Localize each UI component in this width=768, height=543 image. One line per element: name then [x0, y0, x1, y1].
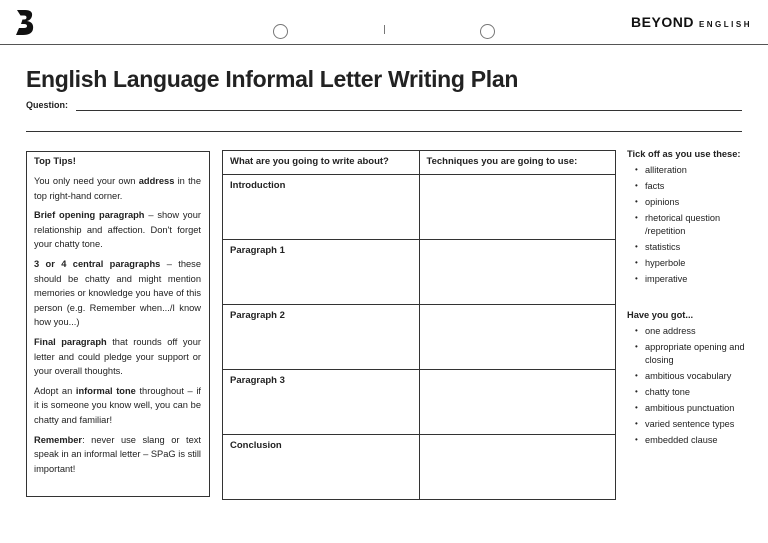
have-you-got-list [627, 310, 762, 450]
table-row [223, 370, 616, 435]
question-label: Question: [26, 100, 68, 110]
list-item[interactable]: • embedded clause [627, 434, 762, 447]
row-cell-paragraph-2[interactable]: Paragraph 2 [223, 305, 420, 370]
list-item[interactable]: • one address [627, 325, 762, 338]
row-cell-paragraph-3[interactable]: Paragraph 3 [223, 370, 420, 435]
table-row [223, 305, 616, 370]
row-cell-conclusion[interactable]: Conclusion [223, 435, 420, 500]
list-item[interactable]: • appropriate opening and closing [627, 341, 762, 366]
question-answer-line-2[interactable] [26, 131, 742, 132]
table-header-row [223, 151, 616, 175]
top-tips-box [26, 151, 210, 497]
list-item[interactable]: • rhetorical question /repetition [627, 212, 762, 237]
list-item[interactable]: • alliteration [627, 164, 762, 177]
title-bold: Informal Letter Writing Plan [225, 66, 519, 92]
beyond-logo-icon [14, 8, 36, 36]
list-item[interactable]: • chatty tone [627, 386, 762, 399]
col-header-what: What are you going to write about? [223, 151, 420, 175]
techniques-cell[interactable] [419, 175, 616, 240]
top-bar [0, 0, 768, 45]
table-row [223, 240, 616, 305]
question-row [26, 100, 742, 112]
center-mark [384, 25, 385, 34]
punch-hole-icon [480, 24, 495, 39]
page-title [26, 66, 518, 93]
tip-item: Adopt an informal tone throughout – if it is someone you know well, you can be chatty and familiar! [34, 385, 201, 425]
techniques-cell[interactable] [419, 435, 616, 500]
list-item[interactable]: • ambitious vocabulary [627, 370, 762, 383]
tick-off-list [627, 149, 762, 289]
punch-hole-icon [273, 24, 288, 39]
title-light: English Language [26, 66, 226, 92]
tick-off-heading: Tick off as you use these: [627, 149, 741, 159]
list-item[interactable]: • hyperbole [627, 257, 762, 270]
techniques-cell[interactable] [419, 240, 616, 305]
tip-item: Remember: never use slang or text speak in an informal letter – SPaG is still important! [34, 434, 201, 474]
brand-word-1: BEYOND [631, 14, 694, 30]
list-item[interactable]: • statistics [627, 241, 762, 254]
list-item[interactable]: • imperative [627, 273, 762, 286]
tip-item: Brief opening paragraph – show your relationship and affection. Don't forget your chatty tone. [34, 210, 201, 250]
techniques-cell[interactable] [419, 370, 616, 435]
tip-item: Final paragraph that rounds off your letter and could pledge your support or your overall thoughts. [34, 336, 201, 377]
row-cell-introduction[interactable]: Introduction [223, 175, 420, 240]
tips-heading: Top Tips! [34, 156, 76, 167]
col-header-techniques: Techniques you are going to use: [419, 151, 616, 175]
tip-item: 3 or 4 central paragraphs – these should be chatty and might mention memories or knowledge you have of this person (e.g. Remember when.../I know how you...) [34, 258, 201, 328]
writing-plan-table [222, 150, 616, 500]
row-cell-paragraph-1[interactable]: Paragraph 1 [223, 240, 420, 305]
techniques-cell[interactable] [419, 305, 616, 370]
tip-item: You only need your own address in the top right-hand corner. [34, 176, 202, 201]
list-item[interactable]: • facts [627, 180, 762, 193]
brand-wordmark [631, 14, 752, 32]
list-item[interactable]: • ambitious punctuation [627, 402, 762, 415]
brand-word-2: ENGLISH [698, 20, 752, 29]
table-row [223, 175, 616, 240]
question-answer-line[interactable] [76, 110, 742, 111]
list-item[interactable]: • opinions [627, 196, 762, 209]
have-you-got-heading: Have you got... [627, 310, 694, 320]
list-item[interactable]: • varied sentence types [627, 418, 762, 431]
table-row [223, 435, 616, 500]
